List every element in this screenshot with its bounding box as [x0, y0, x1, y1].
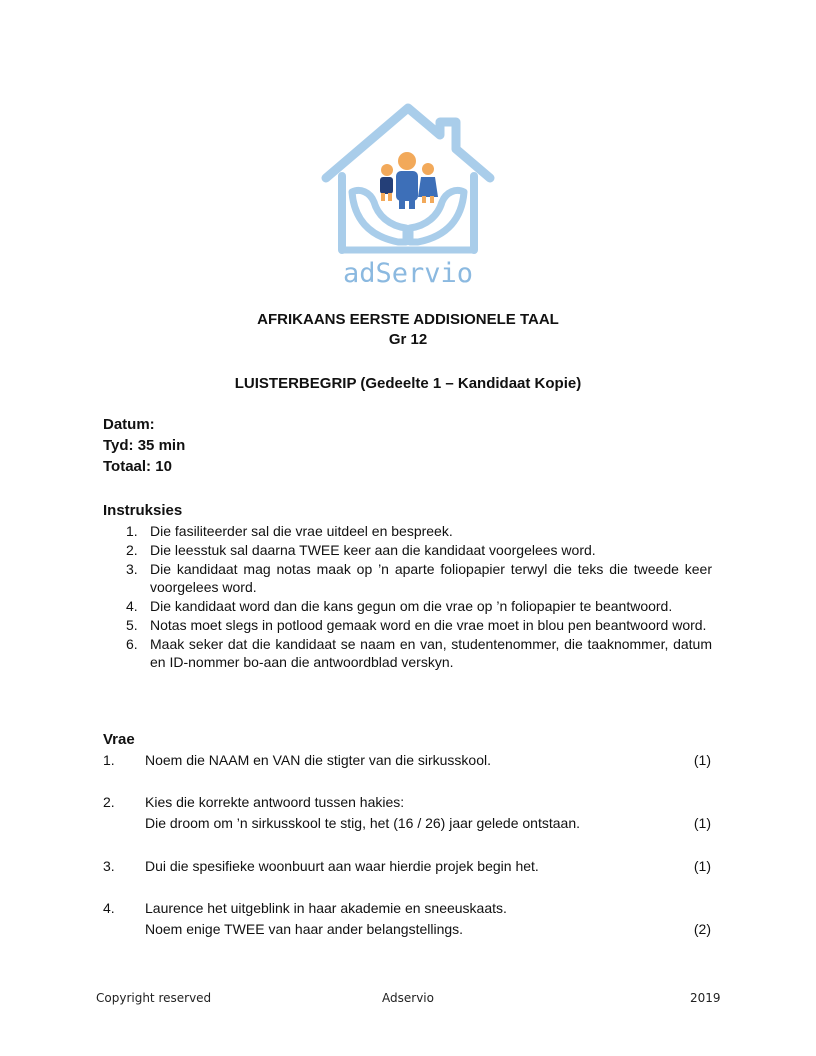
questions-heading: Vrae: [103, 731, 135, 748]
instruction-item: 5. Notas moet slegs in potlood gemaak word en die vrae moet in blou pen beantwoord word.: [126, 617, 707, 633]
question-marks: (1): [693, 858, 711, 874]
question-number: 2.: [103, 794, 115, 810]
instruction-item: 4. Die kandidaat word dan die kans gegun om die vrae op ’n foliopapier te beantwoord.: [126, 598, 673, 614]
question-4: [103, 898, 713, 940]
grade-title: Gr 12: [388, 331, 428, 348]
question-text: Dui die spesifieke woonbuurt aan waar hierdie projek begin het.: [145, 858, 539, 874]
paper-title: LUISTERBEGRIP (Gedeelte 1 – Kandidaat Kopie): [234, 375, 582, 392]
question-marks: (2): [693, 921, 711, 937]
question-number: 3.: [103, 858, 115, 874]
instructions-heading: Instruksies: [103, 502, 183, 519]
question-2: [103, 792, 713, 834]
time-label: Tyd: 35 min: [103, 437, 186, 454]
footer-year: 2019: [690, 991, 721, 1005]
footer-brand: Adservio: [382, 991, 434, 1005]
question-marks: (1): [693, 815, 711, 831]
date-label: Datum:: [103, 416, 155, 433]
question-number: 4.: [103, 900, 115, 916]
instruction-item: 3. Die kandidaat mag notas maak op ’n aparte foliopapier terwyl die teks die tweede keer voorgelees word.: [126, 561, 712, 595]
question-text: Kies die korrekte antwoord tussen hakies: Die droom om ’n sirkusskool te stig, het (16 / 26) jaar gelede ontstaan.: [145, 794, 580, 831]
question-1: [103, 750, 713, 771]
question-text: Noem die NAAM en VAN die stigter van die sirkusskool.: [145, 752, 491, 768]
total-label: Totaal: 10: [103, 458, 172, 475]
instruction-item: 2. Die leesstuk sal daarna TWEE keer aan die kandidaat voorgelees word.: [126, 542, 596, 558]
question-marks: (1): [693, 752, 711, 768]
instruction-item: 6. Maak seker dat die kandidaat se naam en van, studentenommer, die taaknommer, datum en ID-nommer bo-aan die antwoordblad verskyn.: [126, 636, 712, 670]
question-text: Laurence het uitgeblink in haar akademie en sneeuskaats. Noem enige TWEE van haar ander belangstellings.: [145, 900, 507, 937]
footer-copyright: Copyright reserved: [96, 991, 212, 1005]
instructions-list: [126, 522, 712, 672]
instruction-item: 1. Die fasiliteerder sal die vrae uitdeel en bespreek.: [126, 523, 453, 539]
logo-wordmark: adServio: [342, 258, 474, 289]
subject-title: AFRIKAANS EERSTE ADDISIONELE TAAL: [257, 311, 559, 328]
question-3: [103, 856, 713, 877]
question-number: 1.: [103, 752, 115, 768]
